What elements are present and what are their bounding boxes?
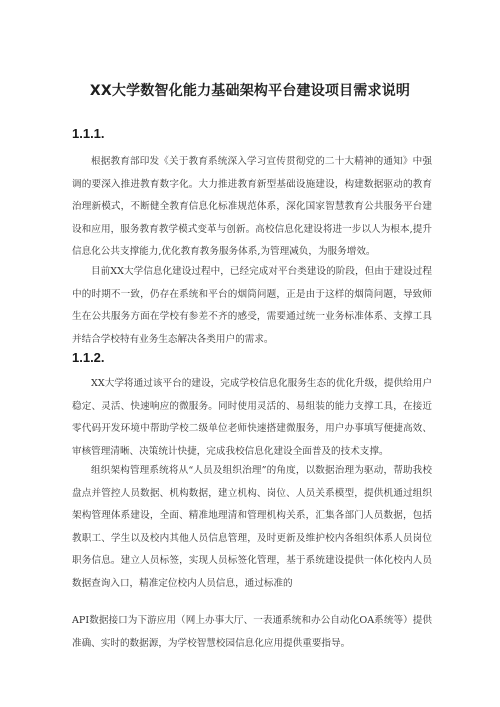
document-title: XX大学数智化能力基础架构平台建设项目需求说明 xyxy=(89,83,411,99)
section-1-paragraph-2: 目前XX大学信息化建设过程中，已经完成对平台类建设的阶段，但由于建设过程中的时期不一致，仍存在系统和平台的烟筒问题，正是由于这样的烟筒问题，导致师生在公共服务方面在学校有参差不齐的感受，需要通过统一业务标准体系、支撑工具并结合学校特有业务生态解决各类用户的需求。 xyxy=(72,266,432,345)
section-2-paragraph-2: 组织架构管理系统将从“人员及组织治理”的角度，以数据治理为驱动，帮助我校盘点并管控人员数据、机构数据，建立机构、岗位、人员关系模型，提供机通过组织架构管理体系建设，全面、精准地理清和管理机构关系，汇集各部门人员数据，包括教职工、学生以及校内其他人员信息管理，及时更新及维护校内各组织体系人员岗位职务信息。建立人员标签，实现人员标签化管理，基于系统建设提供一体化校内人员数据查询入口，精准定位校内人员信息，通过标准的 xyxy=(72,465,432,589)
section-heading-1-1-1: 1.1.1. xyxy=(72,126,105,141)
section-1-paragraph-1: 根据教育部印发《关于教育系统深入学习宣传贯彻党的二十大精神的通知》中强调的要深入推进教育数字化。大力推进教育新型基础设施建设，构建数据驱动的教育治理新模式，不断健全教育信息化标准规范体系，深化国家智慧教育公共服务平台建设和应用，服务教育教学模式变革与创新。高校信息化建设将进一步以人为根本,提升信息化公共支撑能力,优化教育教务服务体系,为管理减负，为服务增效。 xyxy=(72,156,432,257)
section-2-paragraph-1: XX大学将通过该平台的建设，完成学校信息化服务生态的优化升级，提供给用户稳定、灵活、快速响应的微服务。同时使用灵活的、易组装的能力支撑工具，在接近零代码开发环境中帮助学校二级单位老师快速搭建微服务，用户办事填写便捷高效、审核管理清晰、决策统计快捷，完成我校信息化建设全面普及的技术支撑。 xyxy=(72,378,432,457)
section-2-paragraph-3: API数据接口为下游应用（网上办事大厅、一表通系统和办公自动化OA系统等）提供准确、实时的数据源，为学校智慧校园信息化应用提供重要指导。 xyxy=(72,615,432,649)
section-heading-1-1-2: 1.1.2. xyxy=(72,350,105,365)
